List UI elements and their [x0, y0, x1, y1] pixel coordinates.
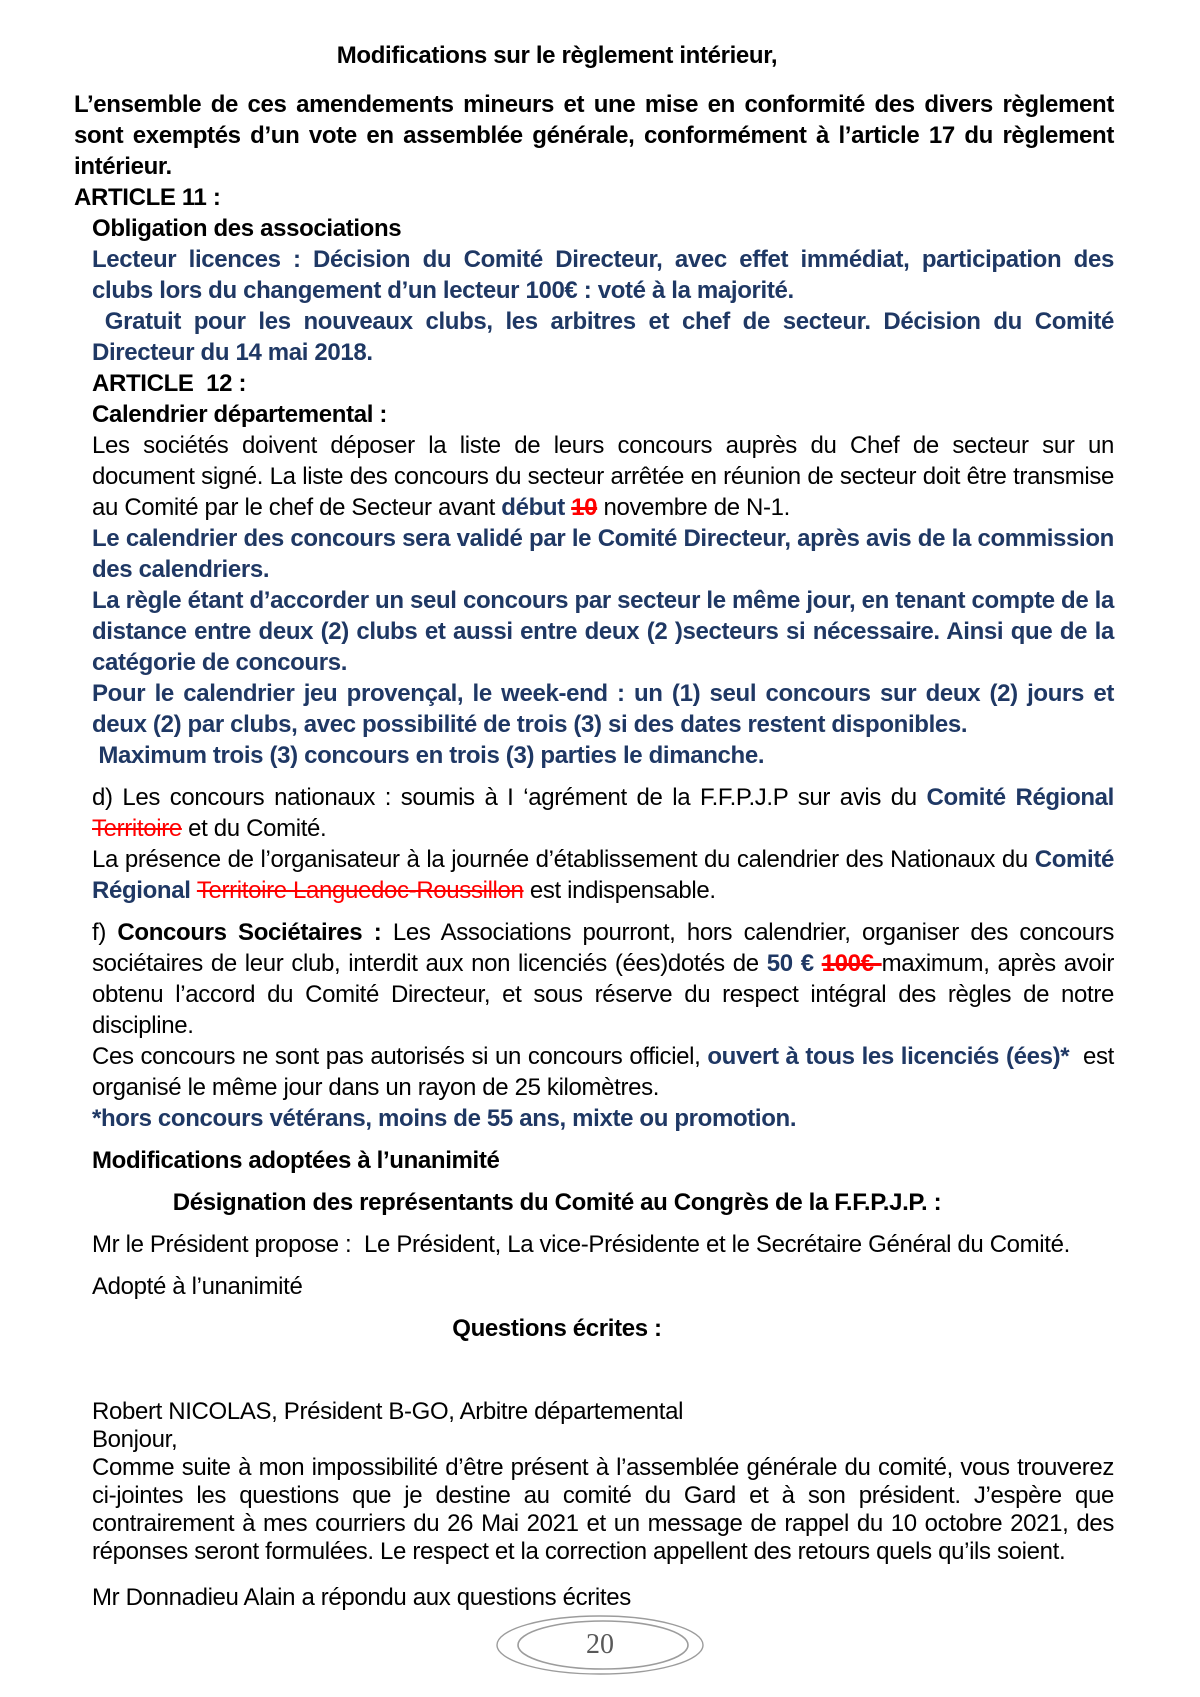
paragraph-robert-nicolas: [92, 1398, 1114, 1426]
paragraph-article-12: [92, 368, 1114, 399]
paragraph-gratuit-nouveaux-clubs: [92, 306, 1121, 368]
text-run: novembre de N-1.: [597, 494, 790, 521]
text-run: Pour le calendrier jeu provençal, le week-end : un (1) seul concours sur deux (2) jours et deux (2) par clubs, avec possibilité de trois (3) si des dates restent disponibles.: [92, 680, 1121, 738]
paragraph-maximum-trois: [92, 740, 1114, 771]
paragraph-concours-nationaux: [92, 782, 1114, 844]
text-run: Maximum trois (3) concours en trois (3) parties le dimanche.: [92, 742, 765, 769]
paragraph-intro: [74, 89, 1121, 182]
text-run: est indispensable.: [523, 877, 716, 904]
paragraph-obligation-associations: [92, 213, 1114, 244]
text-run: Comme suite à mon impossibilité d’être présent à l’assemblée générale du comité, vous trouverez ci-jointes les questions que je destine au comité du Gard et à son président. J’espère que contrairement à mes courriers du 26 Mai 2021 et un message de rappel du 10 octobre 2021, des réponses seront formulées. Le respect et la correction appellent des retours quels qu’ils soient.: [92, 1454, 1121, 1565]
text-run: Comité Régional: [92, 846, 1121, 904]
paragraph-calendrier-valide: [92, 523, 1121, 585]
paragraph-questions-ecrites: [74, 1313, 1114, 1344]
text-run: Lecteur licences : Décision du Comité Directeur, avec effet immédiat, participation des clubs lors du changement d’un lecteur 100€ : voté à la majorité.: [92, 246, 1127, 304]
text-run: ouvert à tous les licenciés (ées)*: [707, 1043, 1070, 1070]
text-run: est organisé le même jour dans un rayon de 25 kilomètres.: [92, 1043, 1121, 1101]
paragraph-depot-concours: [92, 430, 1121, 523]
text-run: Adopté à l’unanimité: [92, 1273, 303, 1300]
text-run: Bonjour,: [92, 1426, 178, 1453]
page-number: 20: [586, 1629, 614, 1660]
text-run: Mr Donnadieu Alain a répondu aux questions écrites: [92, 1584, 631, 1611]
paragraph-reponse-donnadieu: [92, 1584, 1114, 1612]
text-run: Désignation des représentants du Comité au Congrès de la F.F.P.J.P. :: [172, 1189, 942, 1216]
paragraph-bonjour: [92, 1426, 1114, 1454]
paragraph-article-11: [74, 182, 1114, 213]
text-run: Gratuit pour les nouveaux clubs, les arbitres et chef de secteur. Décision du Comité Directeur du 14 mai 2018.: [92, 308, 1121, 366]
paragraph-modifications-adoptees: [92, 1145, 1114, 1176]
text-run: début: [501, 494, 572, 521]
paragraph-adopte-unanimite: [92, 1271, 1114, 1302]
paragraph-concours-officiel: [92, 1041, 1121, 1103]
paragraph-lecteur-licences: [92, 244, 1127, 306]
text-run: et du Comité.: [181, 815, 327, 842]
text-run: maximum, après avoir obtenu l’accord du Comité Directeur, et sous réserve du respect intégral des règles de notre discipline.: [92, 950, 1121, 1039]
text-run: Ces concours ne sont pas autorisés si un concours officiel,: [92, 1043, 708, 1070]
text-run: 100€: [821, 950, 882, 977]
text-run: Concours Sociétaires :: [117, 919, 382, 946]
paragraph-concours-societaires: [92, 917, 1121, 1041]
text-run: Comité Régional: [926, 784, 1115, 811]
paragraph-presence-organisateur: [92, 844, 1121, 906]
page-number-oval: [494, 1613, 706, 1677]
text-run: Les sociétés doivent déposer la liste de leurs concours auprès du Chef de secteur sur un document signé. La liste des concours du secteur arrêtée en réunion de secteur doit être transmise au Comité par le chef de Secteur avant: [92, 432, 1121, 521]
text-run: d) Les concours nationaux : soumis à I ‘agrément de la F.F.P.J.P sur avis du: [92, 784, 927, 811]
text-run: ARTICLE 12 :: [92, 370, 247, 397]
text-run: Territoire Languedoc-Roussillon: [196, 877, 524, 904]
paragraph-calendrier-departemental: [92, 399, 1114, 430]
paragraph-calendrier-jeu-provencal: [92, 678, 1121, 740]
text-run: La présence de l’organisateur à la journée d’établissement du calendrier des Nationaux du: [92, 846, 1035, 873]
text-run: 50 €: [766, 950, 822, 977]
paragraph-lettre-questions: [92, 1454, 1121, 1566]
paragraph-proposition-president: [92, 1229, 1114, 1260]
text-run: Le calendrier des concours sera validé par le Comité Directeur, après avis de la commission des calendriers.: [92, 525, 1121, 583]
paragraph-regle-un-concours: [92, 585, 1121, 678]
paragraph-hors-concours: [92, 1103, 1114, 1134]
text-run: 10: [571, 494, 598, 521]
text-run: Robert NICOLAS, Président B-GO, Arbitre départemental: [92, 1398, 684, 1425]
text-run: Les Associations pourront, hors calendrier, organiser des concours sociétaires de leur club, interdit aux non licenciés (ées)dotés de: [92, 919, 1121, 977]
text-run: Modifications sur le règlement intérieur,: [336, 42, 778, 69]
text-run: [1114, 784, 1120, 811]
text-run: Modifications adoptées à l’unanimité: [92, 1147, 500, 1174]
text-run: Questions écrites :: [452, 1315, 662, 1342]
text-run: Territoire: [92, 815, 182, 842]
text-run: *hors concours vétérans, moins de 55 ans, mixte ou promotion.: [92, 1105, 797, 1132]
text-run: Calendrier départemental :: [92, 401, 387, 428]
text-run: La règle étant d’accorder un seul concours par secteur le même jour, en tenant compte de la distance entre deux (2) clubs et aussi entre deux (2 )secteurs si nécessaire. Ainsi que de la catégorie de concours.: [92, 587, 1121, 676]
paragraph-title: [74, 40, 1114, 71]
text-run: f): [92, 919, 118, 946]
text-run: L’ensemble de ces amendements mineurs et une mise en conformité des divers règlement sont exemptés d’un vote en assemblée générale, conformément à l’article 17 du règlement intérieur.: [74, 91, 1121, 180]
text-run: ARTICLE 11 :: [74, 184, 221, 211]
paragraph-designation-representants: [74, 1187, 1114, 1218]
text-run: Obligation des associations: [92, 215, 402, 242]
text-run: Mr le Président propose : Le Président, La vice-Présidente et le Secrétaire Général du Comité.: [92, 1231, 1070, 1258]
